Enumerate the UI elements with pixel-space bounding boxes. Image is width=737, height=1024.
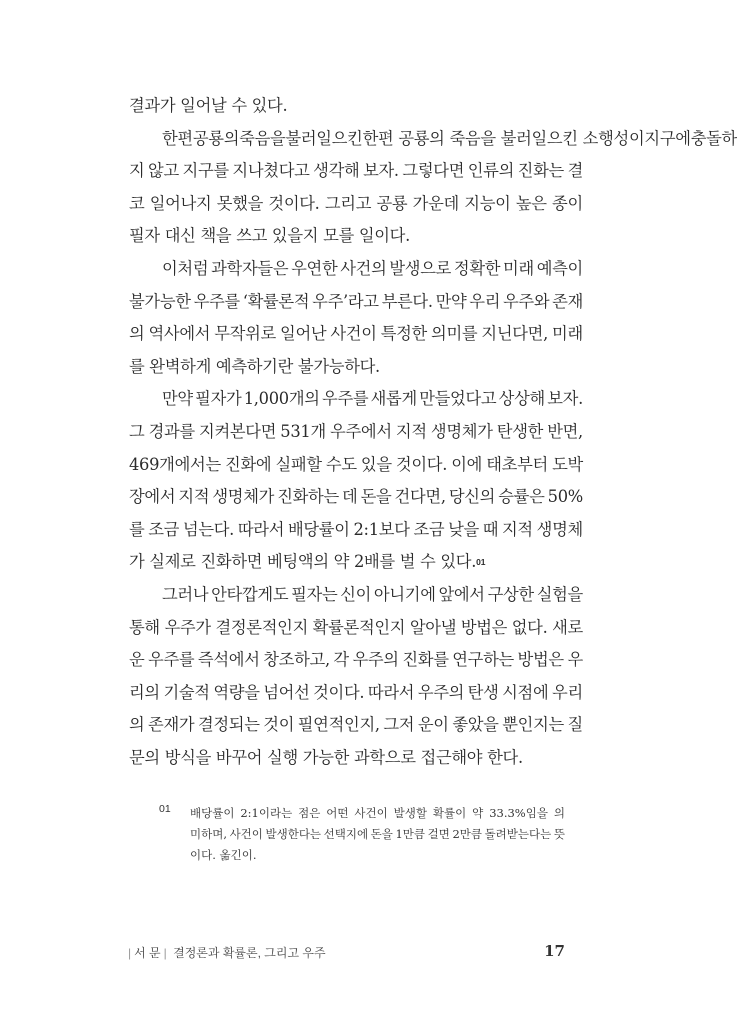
footnote-text: 이다. 옮긴이.	[190, 848, 257, 862]
word: 이	[628, 128, 645, 148]
word: 예측이	[536, 258, 583, 278]
running-head-divider: |	[128, 946, 132, 960]
word: 불러일으킨	[285, 128, 363, 148]
word: 것이다.	[268, 193, 320, 213]
word: 만약	[162, 389, 193, 409]
word: 실험을	[536, 584, 583, 604]
word: 때	[482, 519, 499, 539]
word: 조금	[413, 519, 445, 539]
word: 2만큼	[452, 827, 482, 841]
word: 장에서	[129, 487, 176, 507]
word: 신이	[340, 584, 372, 604]
text-run: 가 실제로 진화하면 베팅액의 약 2배를 벌 수 있다.	[129, 552, 477, 572]
word: 실패할	[275, 454, 322, 474]
word: 469개에서는	[129, 454, 221, 474]
text-line	[129, 351, 583, 384]
word: 앞에서	[438, 584, 485, 604]
word: 우연한	[291, 258, 338, 278]
text-line	[129, 90, 583, 123]
word: 미래	[503, 258, 534, 278]
text-line	[129, 383, 583, 416]
text-line	[129, 644, 583, 677]
word: 선택지에	[323, 827, 369, 841]
word: 돌려받는다는	[484, 827, 552, 841]
word: 아니기에	[373, 584, 436, 604]
word: 그렇다면	[402, 161, 465, 181]
word: 우주를	[148, 650, 195, 670]
word: 역량을	[213, 682, 260, 702]
word: 새로	[552, 617, 583, 637]
running-head-section: 서 문	[134, 946, 161, 960]
word: 코	[129, 193, 145, 213]
word: 우주를	[322, 389, 369, 409]
word: 지구를	[182, 161, 229, 181]
word: 우주의	[352, 650, 399, 670]
word: 가운데	[412, 193, 459, 213]
word: 부른다.	[381, 291, 433, 311]
word: 운이	[417, 715, 449, 735]
word: 지능이	[464, 193, 511, 213]
word: 존재가	[148, 715, 195, 735]
word: 조금	[148, 519, 180, 539]
word: 1만큼	[395, 827, 426, 841]
text-line	[129, 253, 583, 286]
word: 상상해	[498, 389, 545, 409]
word: 창조하고,	[263, 650, 330, 670]
word: 사건이	[354, 806, 388, 820]
word: 리의	[129, 682, 160, 702]
word: 넘는다.	[182, 519, 235, 539]
word: 지켜본다면	[199, 421, 277, 441]
word: 뿐인지는	[502, 715, 564, 735]
word: 만들었다고	[419, 389, 497, 409]
word: 지적	[501, 519, 533, 539]
word: 걸면	[427, 827, 450, 841]
running-head-divider: |	[163, 946, 167, 960]
text-line	[129, 612, 583, 645]
word: 한편	[162, 128, 193, 148]
word: 역사에서	[148, 324, 211, 344]
word: 탄생	[467, 682, 499, 702]
word: 못했을	[216, 193, 264, 213]
word: 공룡의	[192, 128, 240, 148]
word: 태초부터	[486, 454, 548, 474]
word: 결	[567, 161, 583, 181]
word: 없다.	[511, 617, 548, 637]
word: 발생으로	[389, 258, 452, 278]
word: 불가능한	[129, 291, 191, 311]
word: 질	[567, 715, 583, 735]
word: 있을	[360, 454, 392, 474]
word: 확률이	[432, 806, 467, 820]
word: 지나쳤다고	[232, 161, 310, 181]
word: 도박	[552, 454, 583, 474]
footnote-line	[160, 824, 565, 845]
word: 돈을	[370, 827, 393, 841]
word: 우	[567, 650, 583, 670]
word: 그저	[383, 715, 415, 735]
word: 건다면,	[394, 487, 446, 507]
word: 지적	[395, 421, 427, 441]
running-head-title: 결정론과 확률론, 그리고 우주	[173, 946, 326, 960]
word: 우리	[469, 291, 501, 311]
text-line	[129, 677, 583, 710]
footnote-marker: 01	[476, 557, 486, 568]
text-run: 결과가 일어날 수 있다.	[129, 96, 288, 115]
word: 미래	[552, 324, 583, 344]
word: 안타깝게도	[211, 584, 289, 604]
word: 시점에	[502, 682, 549, 702]
word: 우주와	[503, 291, 550, 311]
word: 의미를	[431, 324, 478, 344]
text-line	[129, 709, 583, 742]
word: 그러나	[162, 584, 209, 604]
word: 것이	[263, 715, 295, 735]
word: 우주가	[164, 617, 211, 637]
word: 보자.	[547, 389, 583, 409]
word: 만약	[435, 291, 467, 311]
word: 이에	[451, 454, 483, 474]
text-line	[129, 742, 583, 775]
word: 것이다.	[313, 682, 365, 702]
word: 의	[129, 324, 145, 344]
word: 데	[342, 487, 358, 507]
word: 즉석에서	[197, 650, 260, 670]
word: 반면,	[547, 421, 583, 441]
footnote-line	[160, 803, 565, 824]
text-line	[129, 318, 583, 351]
word: 우리	[552, 682, 583, 702]
word: 50%	[547, 487, 583, 507]
word: 특정한	[380, 324, 427, 344]
text-line	[129, 155, 583, 188]
word: 의	[553, 806, 565, 820]
word: 알아낼	[409, 617, 457, 637]
text-line	[129, 579, 583, 612]
footnote-line	[160, 845, 565, 866]
text-run: 필자 대신 책을 쓰고 있을지 모를 일이다.	[129, 226, 410, 246]
text-run: 를 완벽하게 예측하기란 불가능하다.	[129, 356, 380, 376]
word: 넘어선	[263, 682, 310, 702]
word: 필연적인지,	[297, 715, 380, 735]
word: 그	[129, 421, 145, 441]
word: 진화는	[517, 161, 564, 181]
word: 지적	[178, 487, 210, 507]
word: 보자.	[363, 161, 399, 181]
word: 를	[129, 519, 145, 539]
text-line	[129, 514, 583, 547]
word: 그리고	[324, 193, 372, 213]
word: 점은	[298, 806, 321, 820]
word: 배당률이	[287, 519, 350, 539]
word: 우주의	[417, 682, 465, 702]
word: 우주’라고	[312, 291, 379, 311]
word: 각	[333, 650, 349, 670]
text-line	[129, 220, 583, 253]
word: 2:1보다	[353, 519, 410, 539]
word: 것이다.	[395, 454, 448, 474]
footnote	[160, 803, 565, 866]
word: 당신의	[448, 487, 496, 507]
word: 531개	[280, 421, 326, 441]
word: ‘확률론적	[242, 291, 310, 311]
word: 종이	[552, 193, 583, 213]
word: 인류의	[467, 161, 515, 181]
word: 높은	[515, 193, 547, 213]
footnote-number: 01	[159, 803, 171, 815]
word: 죽음을	[239, 128, 286, 148]
word: 운	[129, 650, 145, 670]
word: 통해	[129, 617, 160, 637]
word: 좋았을	[452, 715, 499, 735]
running-head	[125, 944, 326, 961]
word: 생명체가	[430, 421, 493, 441]
word: 사건의	[340, 258, 387, 278]
text-line	[129, 481, 583, 514]
word: 생각해	[313, 161, 360, 181]
word: 무작위로	[214, 324, 276, 344]
word: 1,000개의	[243, 389, 320, 409]
word: 지	[129, 161, 145, 181]
word: 방법은	[460, 617, 508, 637]
word: 탄생한	[496, 421, 544, 441]
word: 승률은	[498, 487, 545, 507]
word: 2:1이라는	[240, 806, 293, 820]
word: 따라서	[367, 682, 415, 702]
text-line	[129, 123, 737, 156]
word: 기술적	[163, 682, 210, 702]
word: 과학자들은	[211, 258, 289, 278]
word: 경과를	[148, 421, 195, 441]
word: 뜻	[553, 827, 565, 841]
word: 미하며,	[190, 827, 227, 841]
word: 필자는	[291, 584, 338, 604]
word: 따라서	[237, 519, 285, 539]
word: 필자가	[195, 389, 242, 409]
word: 생명체	[536, 519, 583, 539]
word: 결정되는	[197, 715, 260, 735]
word: 않고	[148, 161, 179, 181]
word: 일어난	[280, 324, 327, 344]
word: 의	[129, 715, 145, 735]
word: 발생할	[393, 806, 427, 820]
word: 발생한다는	[265, 827, 322, 841]
text-line	[129, 188, 583, 221]
word: 확률론적인지	[312, 617, 406, 637]
word: 진화에	[225, 454, 272, 474]
text-line	[129, 449, 583, 482]
word: 연구하는	[452, 650, 514, 670]
word: 새롭게	[370, 389, 417, 409]
word: 우주를	[193, 291, 240, 311]
word: 충돌하	[690, 128, 737, 148]
word: 어떤	[326, 806, 349, 820]
text-line	[129, 416, 583, 449]
body-text	[129, 90, 737, 774]
word: 지닌다면,	[481, 324, 548, 344]
text-line	[129, 546, 583, 579]
word: 진화를	[402, 650, 449, 670]
word: 사건이	[229, 827, 263, 841]
word: 이처럼	[162, 258, 209, 278]
word: 정확한	[453, 258, 501, 278]
word: 낮을	[448, 519, 479, 539]
word: 지구에	[644, 128, 691, 148]
word: 공룡	[376, 193, 408, 213]
word: 배당률이	[190, 806, 235, 820]
word: 생명체가	[212, 487, 275, 507]
text-run: 문의 방식을 바꾸어 실행 가능한 과학으로 접근해야 한다.	[129, 747, 523, 767]
word: 수도	[325, 454, 357, 474]
word: 사건이	[330, 324, 377, 344]
text-line	[129, 286, 583, 319]
word: 돈을	[360, 487, 392, 507]
word: 구상한	[487, 584, 534, 604]
page-number: 17	[544, 942, 565, 960]
word: 방법은	[517, 650, 564, 670]
word: 약	[472, 806, 484, 820]
word: 존재	[552, 291, 583, 311]
word: 33.3%임을	[489, 806, 548, 820]
word: 일어나지	[149, 193, 212, 213]
word: 한편 공룡의 죽음을 불러일으킨 소행성	[362, 128, 629, 148]
word: 우주에서	[330, 421, 392, 441]
word: 진화하는	[277, 487, 339, 507]
word: 결정론적인지	[215, 617, 309, 637]
